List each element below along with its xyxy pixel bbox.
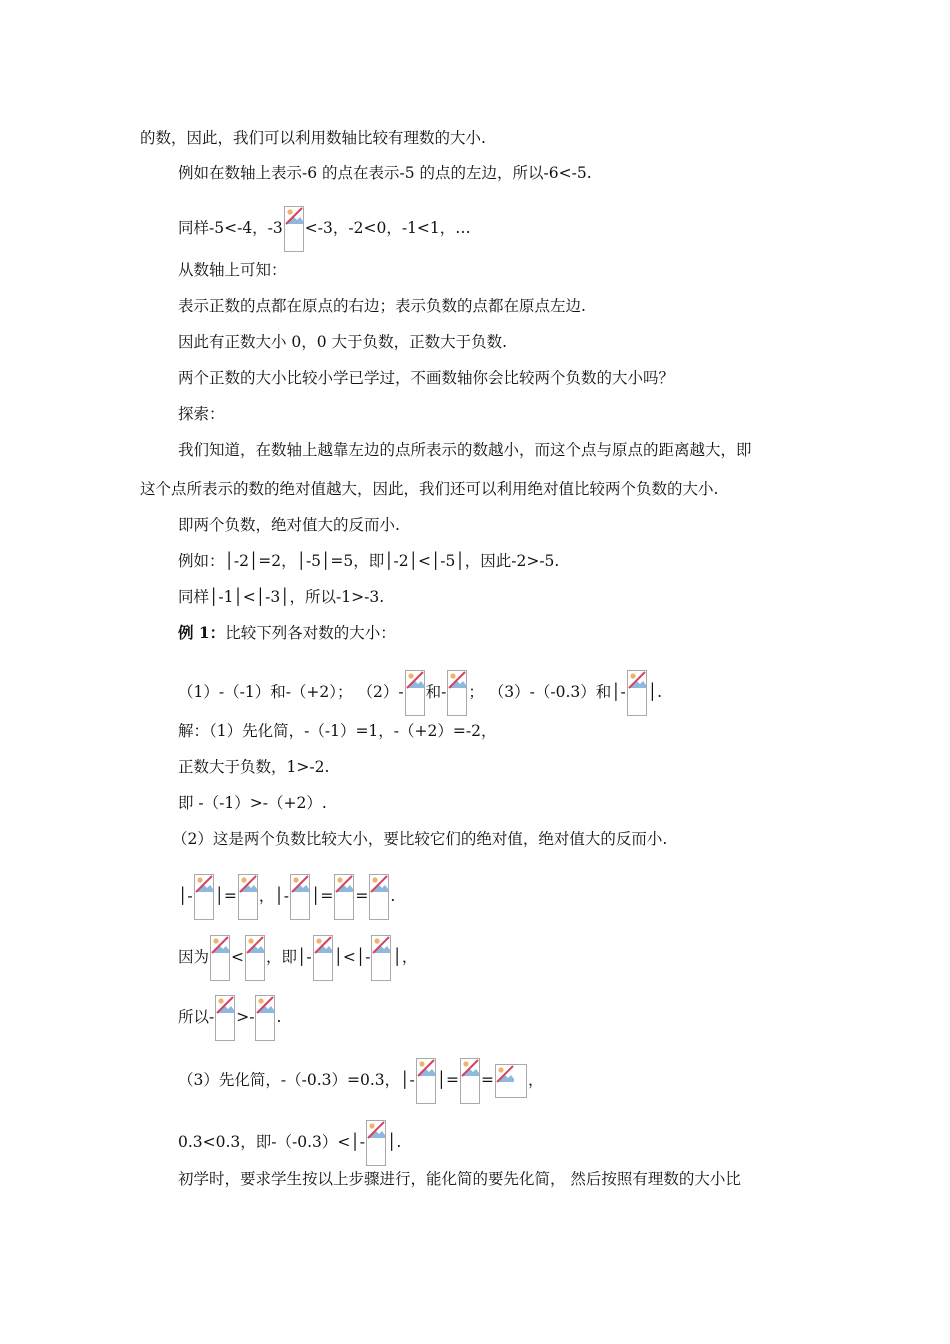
broken-image-icon bbox=[461, 1059, 479, 1077]
broken-image-icon bbox=[448, 671, 466, 689]
formula-image bbox=[245, 935, 265, 981]
paragraph-line bbox=[178, 720, 496, 742]
text: 初学时，要求学生按以上步骤进行，能化简的要先化简， 然后按照有理数的大小比 bbox=[178, 1170, 741, 1188]
paragraph-line bbox=[178, 756, 329, 778]
paragraph-line bbox=[178, 1168, 741, 1190]
text: >- bbox=[236, 1008, 255, 1026]
text: 正数大于负数，1>-2. bbox=[178, 758, 330, 776]
formula-image bbox=[366, 1120, 386, 1166]
text: │= bbox=[310, 887, 334, 905]
text: 0.3<0.3，即-（-0.3）<│- bbox=[178, 1133, 365, 1151]
text: ，│- bbox=[258, 887, 289, 905]
text: 因此有正数大小 0，0 大于负数，正数大于负数. bbox=[178, 333, 508, 351]
broken-image-icon bbox=[417, 1059, 435, 1077]
text: │= bbox=[214, 887, 237, 905]
text: . bbox=[390, 887, 396, 905]
formula-image bbox=[194, 874, 214, 920]
broken-image-icon bbox=[291, 875, 309, 893]
formula-image bbox=[210, 935, 230, 981]
broken-image-icon bbox=[314, 936, 332, 954]
text: < bbox=[231, 948, 245, 966]
text: ； （3）-（-0.3）和│- bbox=[468, 683, 626, 701]
broken-image-icon bbox=[195, 875, 213, 893]
formula-image bbox=[369, 874, 389, 920]
text: │<│- bbox=[333, 948, 371, 966]
text: （3）先化简，-（-0.3）=0.3，│- bbox=[178, 1071, 415, 1089]
paragraph-line bbox=[178, 935, 417, 981]
formula-image bbox=[405, 670, 425, 716]
text: 例如在数轴上表示-6 的点在表示-5 的点的左边，所以-6<-5. bbox=[178, 164, 592, 182]
text: = bbox=[355, 887, 369, 905]
text: = bbox=[481, 1071, 495, 1089]
formula-image bbox=[215, 995, 235, 1041]
text: 比较下列各对数的大小： bbox=[225, 624, 396, 642]
paragraph-line bbox=[172, 828, 667, 850]
text: ，即│- bbox=[266, 948, 312, 966]
text: 从数轴上可知： bbox=[178, 261, 287, 279]
example-heading bbox=[178, 622, 396, 644]
text: 我们知道，在数轴上越靠左边的点所表示的数越小，而这个点与原点的距离越大，即 bbox=[178, 441, 752, 459]
paragraph-line bbox=[178, 439, 752, 461]
text: ， bbox=[528, 1071, 544, 1089]
formula-image bbox=[255, 995, 275, 1041]
broken-image-icon bbox=[370, 875, 388, 893]
broken-image-icon bbox=[239, 875, 257, 893]
text: （2）这是两个负数比较大小，要比较它们的绝对值，绝对值大的反而小. bbox=[172, 830, 668, 848]
paragraph-line bbox=[140, 127, 486, 149]
broken-image-icon bbox=[372, 936, 390, 954]
text: 例如：│-2│=2，│-5│=5，即│-2│<│-5│，因此-2>-5. bbox=[178, 552, 560, 570]
text: （1）-（-1）和-（+2）； （2）- bbox=[178, 683, 404, 701]
formula-image bbox=[460, 1058, 480, 1104]
text: │- bbox=[178, 887, 193, 905]
text: 探索： bbox=[178, 405, 225, 423]
formula-image bbox=[416, 1058, 436, 1104]
example-label: 例 1： bbox=[178, 623, 226, 642]
text: <-3，-2<0，-1<1，… bbox=[304, 219, 471, 237]
formula-image bbox=[334, 874, 354, 920]
text: │= bbox=[436, 1071, 460, 1089]
text: │， bbox=[392, 948, 418, 966]
paragraph-line bbox=[178, 670, 662, 716]
broken-image-icon bbox=[496, 1065, 514, 1083]
text: . bbox=[276, 1008, 282, 1026]
formula-image bbox=[313, 935, 333, 981]
paragraph-line bbox=[178, 206, 471, 252]
text: 即 -（-1）>-（+2）. bbox=[178, 794, 327, 812]
broken-image-icon bbox=[406, 671, 424, 689]
broken-image-icon bbox=[256, 996, 274, 1014]
text: 表示正数的点都在原点的右边；表示负数的点都在原点左边. bbox=[178, 297, 586, 315]
paragraph-line bbox=[178, 1058, 544, 1104]
paragraph-line bbox=[140, 478, 718, 500]
broken-image-icon bbox=[211, 936, 229, 954]
broken-image-icon bbox=[628, 671, 646, 689]
text: 所以- bbox=[178, 1008, 215, 1026]
broken-image-icon bbox=[285, 207, 303, 225]
text: │. bbox=[647, 683, 663, 701]
paragraph-line bbox=[178, 259, 287, 281]
text: 同样│-1│<│-3│，所以-1>-3. bbox=[178, 588, 385, 606]
paragraph-line bbox=[178, 550, 559, 572]
paragraph-line bbox=[178, 295, 586, 317]
text: │. bbox=[386, 1133, 402, 1151]
broken-image-icon bbox=[216, 996, 234, 1014]
broken-image-icon bbox=[335, 875, 353, 893]
broken-image-icon bbox=[367, 1121, 385, 1139]
paragraph-line bbox=[178, 995, 281, 1041]
paragraph-line bbox=[178, 367, 674, 389]
formula-image bbox=[290, 874, 310, 920]
text: 因为 bbox=[178, 948, 210, 966]
paragraph-line bbox=[178, 1120, 401, 1166]
formula-image bbox=[284, 206, 304, 252]
text: 两个正数的大小比较小学已学过，不画数轴你会比较两个负数的大小吗？ bbox=[178, 369, 675, 387]
formula-image bbox=[495, 1064, 527, 1098]
paragraph-line bbox=[178, 586, 384, 608]
formula-image bbox=[627, 670, 647, 716]
formula-image bbox=[447, 670, 467, 716]
broken-image-icon bbox=[246, 936, 264, 954]
paragraph-line bbox=[178, 874, 395, 920]
text: 的数，因此，我们可以利用数轴比较有理数的大小. bbox=[140, 129, 486, 147]
text: 解：（1）先化简，-（-1）=1，-（+2）=-2， bbox=[178, 722, 497, 740]
formula-image bbox=[371, 935, 391, 981]
text: 即两个负数，绝对值大的反而小. bbox=[178, 516, 400, 534]
text: 这个点所表示的数的绝对值越大，因此，我们还可以利用绝对值比较两个负数的大小. bbox=[140, 480, 719, 498]
text: 同样-5<-4，-3 bbox=[178, 219, 283, 237]
paragraph-line bbox=[178, 403, 225, 425]
formula-image bbox=[238, 874, 258, 920]
paragraph-line bbox=[178, 162, 592, 184]
text: 和- bbox=[425, 683, 447, 701]
paragraph-line bbox=[178, 514, 400, 536]
paragraph-line bbox=[178, 331, 507, 353]
paragraph-line bbox=[178, 792, 327, 814]
